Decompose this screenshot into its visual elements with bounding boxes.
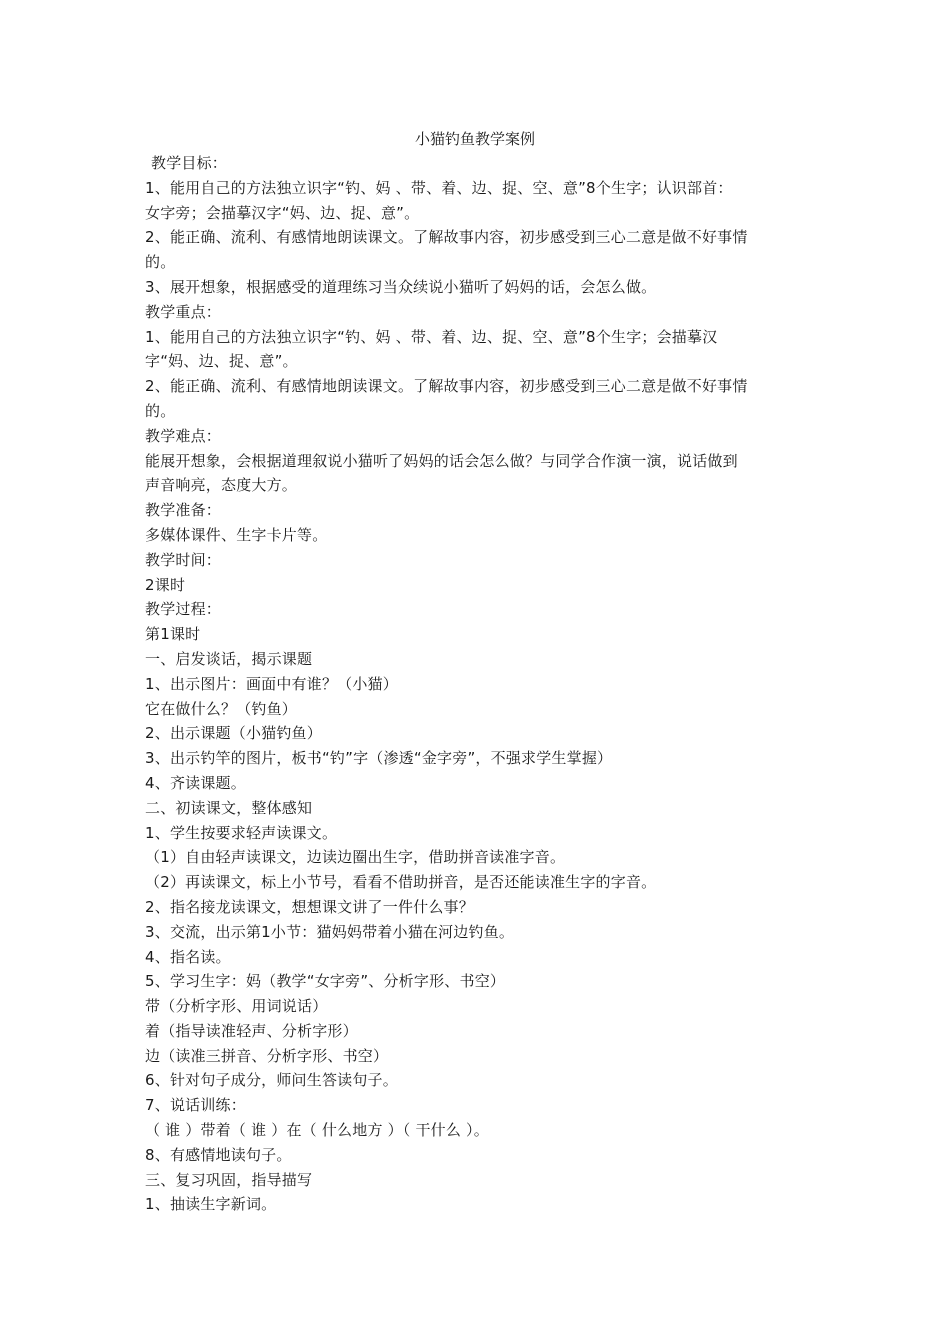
step-heading: 一、启发谈话，揭示课题 [145,649,313,668]
document-title: 小猫钓鱼教学案例 [414,130,535,148]
text-line: 2、出示课题（小猫钓鱼） [145,724,322,743]
text-line: 6、针对句子成分，师问生答读句子。 [145,1071,398,1090]
section-heading-difficulties: 教学难点： [145,426,222,445]
text-line: 1、出示图片：画面中有谁？（小猫） [145,674,398,693]
text-line: 4、齐读课题。 [145,773,246,792]
text-line: 4、指名读。 [145,947,231,966]
text-line: 1、学生按要求轻声读课文。 [145,823,338,842]
section-heading-objectives: 教学目标： [151,154,228,172]
text-line: 1、抽读生字新词。 [145,1195,277,1214]
text-line: 着（指导读准轻声、分析字形） [145,1021,358,1040]
section-heading-key-points: 教学重点： [145,302,222,321]
text-line: 2课时 [145,575,186,594]
text-line: 多媒体课件、生字卡片等。 [145,525,328,544]
text-line: 女字旁；会描摹汉字“妈、边、捉、意”。 [145,203,420,222]
text-line: （2）再读课文，标上小节号，看看不借助拼音，是否还能读准生字的字音。 [145,873,657,892]
text-line: 带（分析字形、用词说话） [145,997,328,1016]
text-line: 3、交流，出示第1小节：猫妈妈带着小猫在河边钓鱼。 [145,922,515,941]
document-body [145,151,817,1217]
step-heading: 二、初读课文，整体感知 [145,798,313,817]
text-line: 2、指名接龙读课文，想想课文讲了一件什么事？ [145,897,474,916]
text-line: 2、能正确、流利、有感情地朗读课文。了解故事内容，初步感受到三心二意是做不好事情 [145,377,748,396]
text-line: 8、有感情地读句子。 [145,1145,292,1164]
text-line: 的。 [145,401,176,420]
step-heading: 三、复习巩固，指导描写 [145,1170,313,1189]
lesson-heading: 第1课时 [145,625,201,644]
section-heading-time: 教学时间： [145,550,222,569]
text-line: 2、能正确、流利、有感情地朗读课文。了解故事内容，初步感受到三心二意是做不好事情 [145,228,748,247]
text-line: 能展开想象，会根据道理叙说小猫听了妈妈的话会怎么做？与同学合作演一演，说话做到 [145,451,738,470]
text-line: 的。 [145,253,176,272]
section-heading-process: 教学过程： [145,600,222,619]
sentence-pattern-line: （ 谁 ）带着（ 谁 ）在（ 什么地方 ）（ 干什么 ）。 [145,1121,489,1140]
section-heading-preparation: 教学准备： [145,501,222,520]
text-line: 3、展开想象，根据感受的道理练习当众续说小猫听了妈妈的话，会怎么做。 [145,277,657,296]
text-line: 它在做什么？（钓鱼） [145,699,298,718]
text-line: 声音响亮，态度大方。 [145,476,298,495]
text-line: 3、出示钓竿的图片，板书“钓”字（渗透“金字旁”，不强求学生掌握） [145,749,613,768]
text-line: 5、学习生字：妈（教学“女字旁”、分析字形、书空） [145,972,506,991]
text-line: 字“妈、边、捉、意”。 [145,352,298,371]
text-line: 1、能用自己的方法独立识字“钓、妈 、带、着、边、捉、空、意”8个生字；会描摹汉 [145,327,718,346]
text-line: 7、说话训练： [145,1096,246,1115]
text-line: 边（读准三拼音、分析字形、书空） [145,1046,389,1065]
text-line: （1）自由轻声读课文，边读边圈出生字，借助拼音读准字音。 [145,848,566,867]
text-line: 1、能用自己的方法独立识字“钓、妈 、带、着、边、捉、空、意”8个生字；认识部首： [145,178,733,197]
